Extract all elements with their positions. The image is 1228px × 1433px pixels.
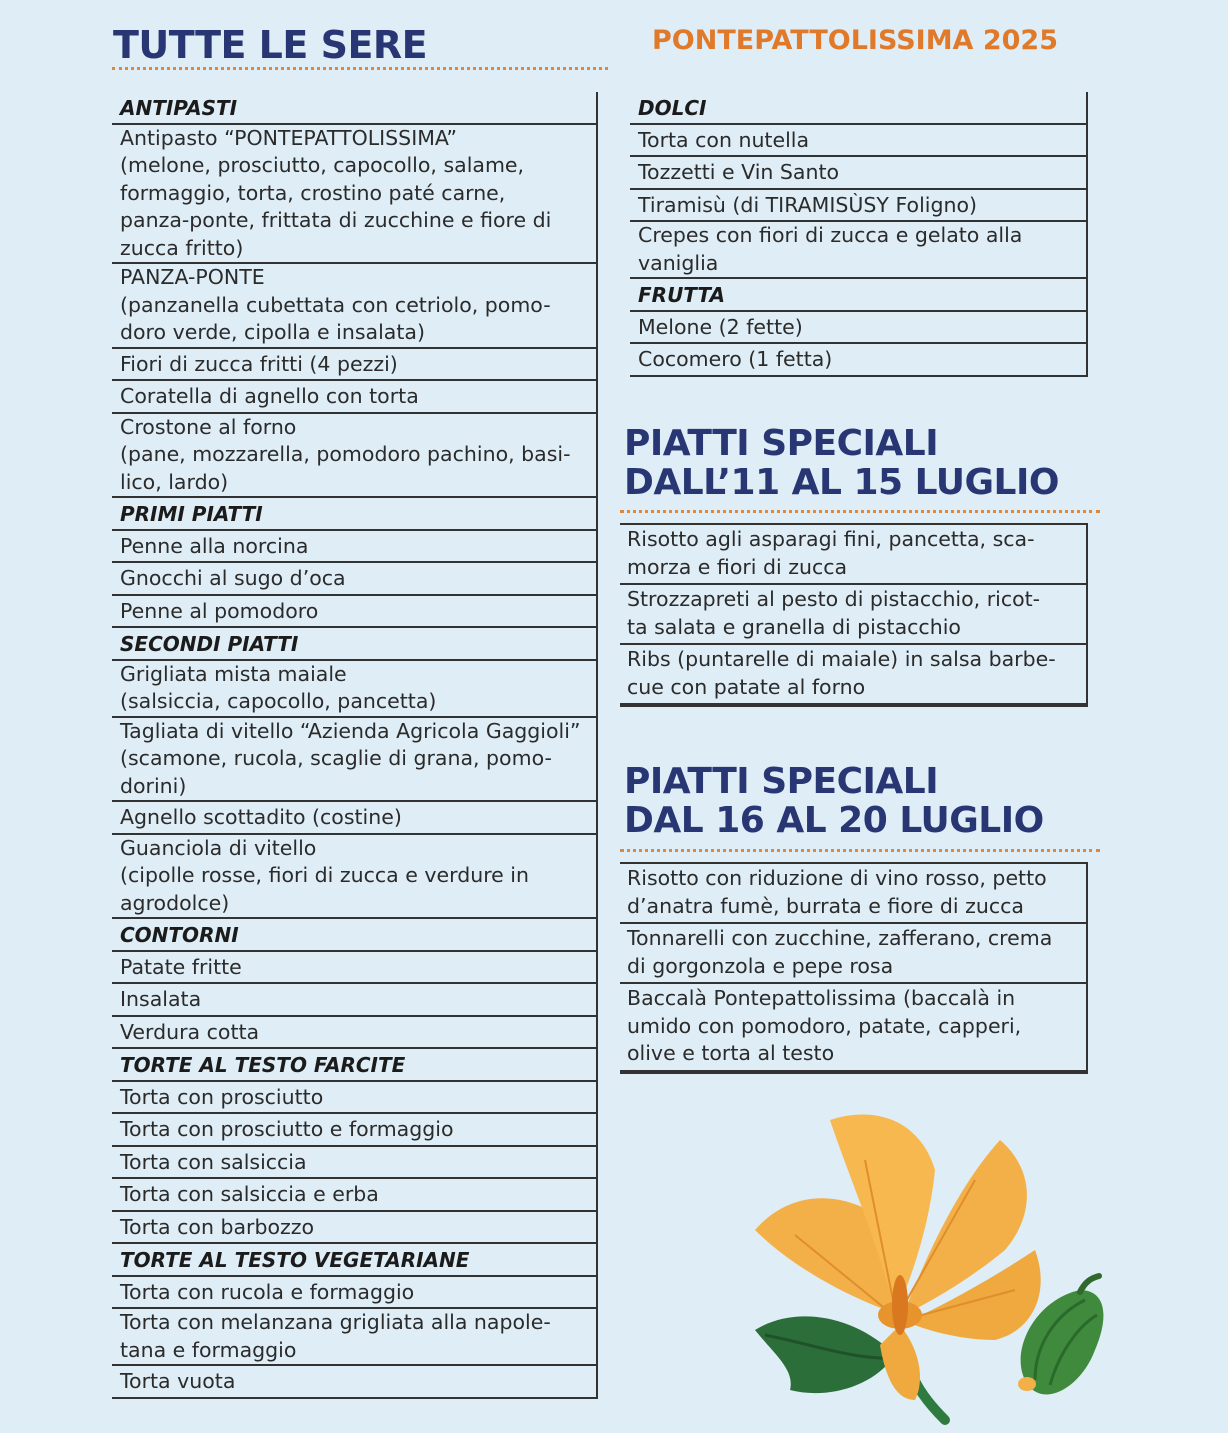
menu-item (112, 802, 596, 835)
special-dish-line: olive e torta al testo (627, 1041, 835, 1065)
menu-item (112, 984, 596, 1017)
zucchini-flower-icon (735, 1100, 1115, 1430)
menu-item-line: (panzanella cubettata con cetriolo, pomo- (120, 292, 551, 317)
menu-item-line: Tozzetti e Vin Santo (638, 160, 840, 184)
menu-item-line: dorini) (120, 773, 187, 798)
menu-category: DOLCI (630, 92, 1086, 125)
page-title: TUTTE LE SERE (113, 23, 428, 67)
special-menu-2 (620, 862, 1088, 1074)
special-2-divider (620, 849, 1100, 852)
special-dish-line: d’anatra fumè, burrata e fiore di zucca (627, 893, 1024, 918)
special-dish-line: cue con patate al forno (627, 674, 866, 699)
menu-category: TORTE AL TESTO VEGETARIANE (112, 1244, 596, 1277)
special-dish-line: Risotto agli asparagi fini, pancetta, sca- (627, 527, 1035, 551)
menu-item-line: Crepes con fiori di zucca e gelato alla (638, 223, 1023, 247)
main-menu-list (112, 92, 598, 1399)
menu-item-line: Torta vuota (120, 1369, 236, 1393)
menu-item (112, 718, 596, 803)
special-dish-line: umido con pomodoro, patate, capperi, (627, 1013, 1022, 1038)
special-dish (620, 924, 1086, 984)
menu-item-line: formaggio, torta, crostino paté carne, (120, 180, 506, 205)
menu-item (112, 835, 596, 920)
menu-item-line: zucca fritto) (120, 235, 244, 260)
menu-category: FRUTTA (630, 279, 1086, 312)
desserts-menu-list (630, 92, 1088, 377)
menu-item (112, 1277, 596, 1310)
special-dish-line: Ribs (puntarelle di maiale) in salsa barbe- (627, 647, 1056, 671)
special-dish-line: Strozzapreti al pesto di pistacchio, ricot- (627, 587, 1041, 611)
menu-item-line: Melone (2 fette) (638, 314, 803, 339)
menu-item-line: Antipasto “PONTEPATTOLISSIMA” (120, 125, 458, 150)
menu-item (112, 1082, 596, 1115)
menu-item-line: vaniglia (638, 250, 719, 275)
menu-item (630, 222, 1086, 279)
menu-item (112, 1114, 596, 1147)
menu-item-line: Patate fritte (120, 954, 242, 979)
menu-item-line: Torta con salsiccia (120, 1149, 307, 1174)
special-heading-1-line-1: PIATTI SPECIALI (624, 423, 939, 464)
menu-item (112, 349, 596, 382)
special-dish (620, 984, 1086, 1072)
menu-item-line: panza-ponte, frittata di zucchine e fiore di (120, 208, 552, 232)
menu-item-line: (pane, mozzarella, pomodoro pachino, basi- (120, 442, 571, 466)
menu-item (112, 264, 596, 349)
menu-item-line: Grigliata mista maiale (120, 661, 347, 686)
menu-item-line: (melone, prosciutto, capocollo, salame, (120, 153, 525, 177)
menu-item (112, 563, 596, 596)
menu-item-line: Fiori di zucca fritti (4 pezzi) (120, 351, 398, 376)
menu-category: CONTORNI (112, 919, 596, 952)
menu-item (112, 1179, 596, 1212)
menu-item-line: Cocomero (1 fetta) (638, 347, 833, 371)
menu-item-line: Penne alla norcina (120, 533, 309, 558)
menu-item-line: doro verde, cipolla e insalata) (120, 320, 425, 344)
menu-item (112, 952, 596, 985)
menu-item-line: Verdura cotta (120, 1019, 260, 1044)
menu-item (112, 1017, 596, 1050)
menu-item-line: (salsiccia, capocollo, pancetta) (120, 689, 437, 713)
menu-item (630, 344, 1086, 377)
special-heading-2-line-1: PIATTI SPECIALI (624, 761, 939, 802)
menu-item-line: Torta con prosciutto e formaggio (120, 1117, 454, 1141)
menu-item (112, 1366, 596, 1399)
menu-item-line: Torta con nutella (638, 127, 810, 152)
menu-item-line: Torta con rucola e formaggio (120, 1279, 415, 1304)
menu-item (112, 661, 596, 718)
event-title: PONTEPATTOLISSIMA 2025 (652, 25, 1059, 56)
special-heading-2 (624, 762, 1044, 840)
menu-item (112, 596, 596, 629)
menu-item (112, 1147, 596, 1180)
menu-item-line: Insalata (120, 987, 202, 1011)
menu-item-line: (scamone, rucola, scaglie di grana, pomo- (120, 746, 552, 770)
special-dish-line: Risotto con riduzione di vino rosso, petto (627, 866, 1047, 890)
menu-category: SECONDI PIATTI (112, 628, 596, 661)
special-dish-line: ta salata e granella di pistacchio (627, 614, 961, 639)
special-dish (620, 523, 1086, 585)
menu-item-line: agrodolce) (120, 890, 230, 915)
special-heading-2-line-2: DAL 16 AL 20 LUGLIO (624, 800, 1044, 841)
menu-item-line: Torta con barbozzo (120, 1214, 315, 1239)
menu-item-line: Torta con salsiccia e erba (120, 1182, 379, 1206)
menu-item (630, 125, 1086, 158)
special-dish-line: Baccalà Pontepattolissima (baccalà in (627, 986, 1016, 1010)
menu-item-line: tana e formaggio (120, 1337, 297, 1362)
menu-item (112, 125, 596, 265)
special-heading-1 (624, 424, 1059, 502)
menu-category: PRIMI PIATTI (112, 498, 596, 531)
menu-category: TORTE AL TESTO FARCITE (112, 1049, 596, 1082)
menu-category: ANTIPASTI (112, 92, 596, 125)
menu-item-line: Coratella di agnello con torta (120, 384, 419, 408)
special-menu-1 (620, 523, 1088, 707)
special-1-divider (620, 510, 1100, 513)
menu-item-line: Crostone al forno (120, 414, 297, 439)
special-dish-line: di gorgonzola e pepe rosa (627, 953, 894, 978)
special-dish (620, 645, 1086, 705)
menu-item (630, 190, 1086, 223)
menu-item-line: Gnocchi al sugo d’oca (120, 566, 346, 590)
special-dish-line: Tonnarelli con zucchine, zafferano, crema (627, 926, 1053, 950)
special-heading-1-line-2: DALL’11 AL 15 LUGLIO (624, 462, 1059, 503)
menu-item-line: PANZA-PONTE (120, 265, 265, 289)
menu-item (112, 531, 596, 564)
menu-item (112, 414, 596, 499)
menu-item-line: Penne al pomodoro (120, 598, 319, 623)
menu-item-line: Tagliata di vitello “Azienda Agricola Gaggioli” (120, 718, 581, 743)
special-dish (620, 862, 1086, 924)
menu-item-line: Tiramisù (di TIRAMISÙSY Foligno) (638, 192, 978, 217)
menu-item-line: Torta con melanzana grigliata alla napole- (120, 1310, 551, 1334)
special-dish-line: morza e fiori di zucca (627, 554, 848, 579)
menu-item-line: Agnello scottadito (costine) (120, 805, 402, 829)
menu-item (630, 157, 1086, 190)
menu-item-line: (cipolle rosse, fiori di zucca e verdure in (120, 863, 529, 887)
menu-item (112, 381, 596, 414)
menu-item (630, 312, 1086, 345)
menu-item-line: Torta con prosciutto (120, 1084, 324, 1109)
menu-item (112, 1309, 596, 1366)
menu-item-line: Guanciola di vitello (120, 835, 317, 860)
special-dish (620, 585, 1086, 645)
menu-item (112, 1212, 596, 1245)
title-divider (112, 67, 608, 70)
menu-item-line: lico, lardo) (120, 469, 229, 494)
